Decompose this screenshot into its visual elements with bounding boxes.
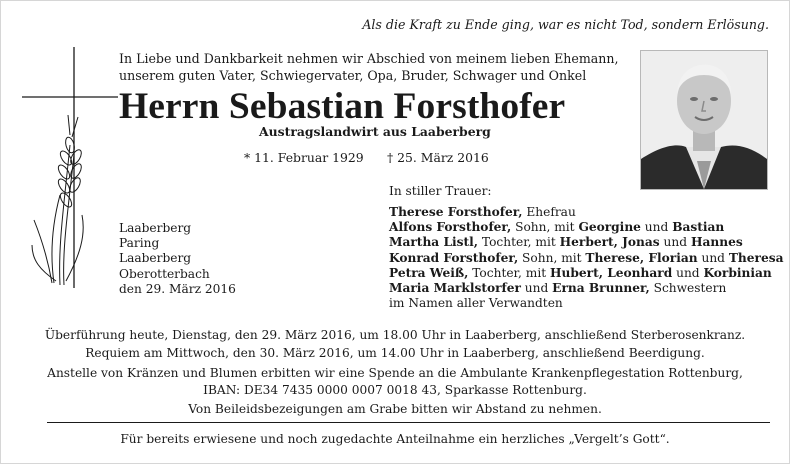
mourner-relation: Ehefrau: [522, 205, 576, 219]
donation-notice: Anstelle von Kränzen und Blumen erbitten wir eine Spende an die Ambulante Krankenpflegestation Rottenburg,: [47, 366, 743, 380]
mourner-relation: Tochter, mit: [478, 235, 560, 250]
mourner-name: Bastian: [672, 220, 725, 235]
intro-line: In Liebe und Dankbarkeit nehmen wir Abschied von meinem lieben Ehemann,: [119, 51, 619, 66]
mourner-name: Hannes: [690, 235, 743, 250]
condolence-notice: Von Beileidsbezeigungen am Grabe bitten wir Abstand zu nehmen.: [188, 402, 602, 416]
mourner-line: [389, 251, 783, 266]
mourner-relation: und: [640, 220, 673, 235]
mourners-list: [389, 205, 783, 311]
divider: [47, 422, 770, 423]
mourner-relation: Tochter, mit: [468, 265, 551, 280]
mourner-name: Therese Forsthofer,: [389, 205, 523, 219]
portrait-photo: [640, 50, 768, 190]
mourner-name: Petra Weiß,: [389, 265, 469, 280]
place-item: Laaberberg: [119, 221, 192, 235]
mourner-relation: im Namen aller Verwandten: [389, 296, 563, 311]
mourner-name: Theresa: [728, 250, 784, 265]
mourner-relation: Sohn, mit: [511, 220, 579, 235]
mourner-name: Herbert, Jonas: [559, 235, 660, 250]
intro-line: unserem guten Vater, Schwiegervater, Opa, Bruder, Schwager und Onkel: [119, 67, 587, 83]
thanks-line: Für bereits erwiesene und noch zugedachte Anteilnahme ein herzliches „Vergelt’s Gott“.: [120, 432, 670, 446]
mourner-line: [389, 220, 783, 235]
place-item: Paring: [119, 236, 160, 251]
mourner-name: Konrad Forsthofer,: [389, 250, 519, 265]
mourner-name: Therese, Florian: [585, 250, 698, 265]
mourner-name: Erna Brunner,: [552, 281, 650, 296]
place-date: den 29. März 2016: [119, 281, 236, 296]
mourner-relation: und: [659, 235, 691, 250]
transfer-notice: Überführung heute, Dienstag, den 29. März 2016, um 18.00 Uhr in Laaberberg, anschließend Sterberosenkranz.: [44, 328, 746, 342]
cross-wheat-icon: [20, 45, 120, 290]
place-item: Oberotterbach: [119, 266, 210, 281]
motto: Als die Kraft zu Ende ging, war es nicht Tod, sondern Erlösung.: [362, 17, 769, 32]
mourning-heading: In stiller Trauer:: [389, 184, 492, 198]
mourner-name: Alfons Forsthofer,: [389, 220, 512, 235]
mourner-name: Maria Marklstorfer: [389, 281, 521, 296]
mourner-name: Georgine: [578, 220, 641, 235]
mourner-line: [389, 205, 783, 220]
death-date: † 25. März 2016: [387, 150, 489, 165]
place-item: Laaberberg: [119, 251, 192, 266]
deceased-occupation: Austragslandwirt aus Laaberberg: [259, 124, 491, 139]
mourner-relation: und: [672, 265, 704, 280]
mourner-relation: Schwestern: [649, 281, 727, 296]
deceased-name: Herrn Sebastian Forsthofer: [119, 86, 566, 127]
mourner-line: [389, 296, 783, 311]
mourner-name: Korbinian: [703, 265, 772, 280]
places-list: [119, 221, 236, 297]
mourner-relation: und: [697, 250, 729, 265]
mourner-name: Hubert, Leonhard: [550, 265, 673, 280]
requiem-notice: Requiem am Mittwoch, den 30. März 2016, um 14.00 Uhr in Laaberberg, anschließend Beerdigung.: [85, 346, 705, 360]
mourner-line: [389, 235, 783, 250]
mourner-name: Martha Listl,: [389, 235, 479, 250]
birth-date: * 11. Februar 1929: [244, 150, 364, 165]
intro-text: [119, 51, 619, 84]
mourner-relation: Sohn, mit: [518, 250, 586, 265]
iban-notice: IBAN: DE34 7435 0000 0007 0018 43, Sparkasse Rottenburg.: [203, 383, 587, 397]
mourner-line: [389, 281, 783, 296]
mourner-relation: und: [520, 281, 553, 296]
mourner-line: [389, 266, 783, 281]
